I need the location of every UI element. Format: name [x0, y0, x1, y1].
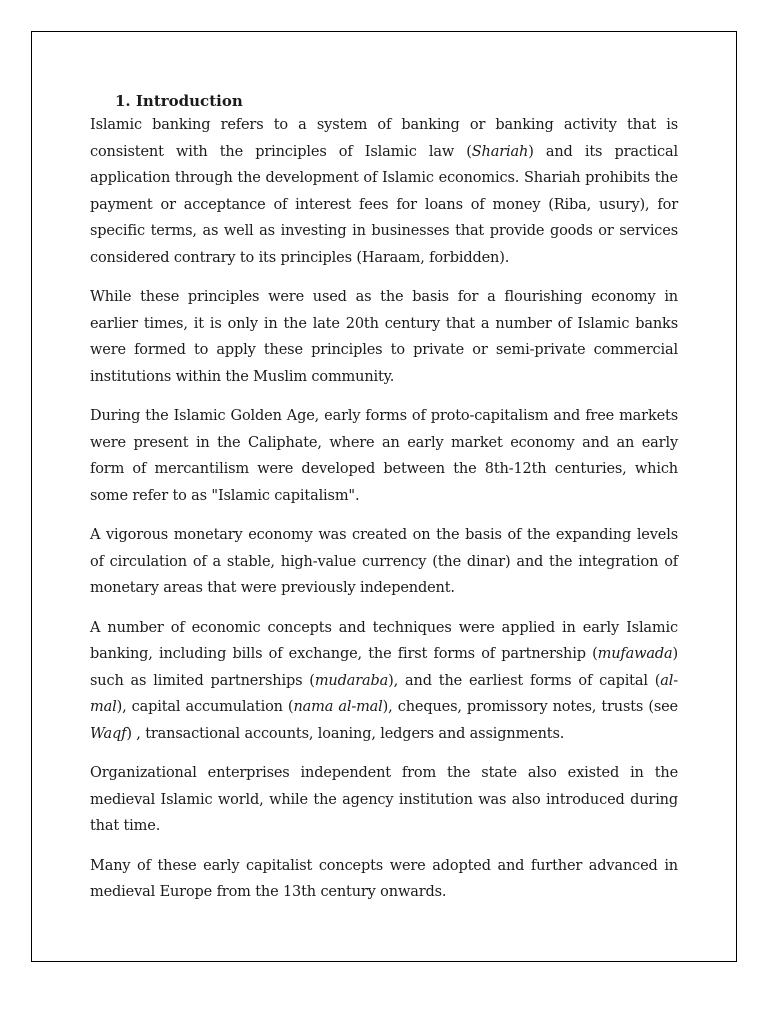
paragraph-text: ) such as limited partnerships ( [90, 646, 678, 689]
document-body [90, 90, 678, 919]
italic-term: mudaraba [314, 672, 389, 689]
paragraph [90, 112, 678, 271]
paragraph-text: ) , transactional accounts, loaning, ledgers and assignments. [126, 725, 565, 742]
paragraph [90, 403, 678, 509]
paragraph [90, 615, 678, 748]
italic-term: Shariah [471, 143, 529, 160]
italic-term: Waqf [90, 725, 127, 742]
paragraph [90, 284, 678, 390]
heading-number: 1. [115, 92, 131, 110]
paragraph-text: While these principles were used as the basis for a flourishing economy in earlier times, it is only in the late 20th century that a number of Islamic banks were formed to apply these principles to private or semi-private commercial institutions within the Muslim community. [90, 289, 678, 385]
paragraph-text: Many of these early capitalist concepts were adopted and further advanced in medieval Europe from the 13th century onwards. [90, 857, 678, 900]
paragraph [90, 760, 678, 840]
paragraph-text: A number of economic concepts and techniques were applied in early Islamic banking, including bills of exchange, the first forms of partnership ( [90, 619, 678, 662]
paragraph-list [90, 112, 678, 906]
paragraph-text: ), capital accumulation ( [116, 699, 294, 715]
paragraph-text: ) and its practical application through the development of Islamic economics. Shariah prohibits the payment or acceptance of interest fees for loans of money (Riba, usury), for specific terms, as well as investing in businesses that provide goods or services considered contrary to its principles (Haraam, forbidden). [90, 143, 678, 266]
paragraph [90, 853, 678, 906]
paragraph-text: During the Islamic Golden Age, early forms of proto-capitalism and free markets were present in the Caliphate, where an early market economy and an early form of mercantilism were developed between the 8th-12th centuries, which some refer to as "Islamic capitalism". [90, 408, 678, 504]
italic-term: nama al-mal [293, 699, 383, 715]
paragraph-text: ), and the earliest forms of capital ( [388, 672, 661, 689]
italic-term: al-mal [90, 672, 679, 715]
paragraph-text: A vigorous monetary economy was created on the basis of the expanding levels of circulation of a stable, high-value currency (the dinar) and the integration of monetary areas that were previously independent. [90, 527, 678, 596]
paragraph-text: ), cheques, promissory notes, trusts (see [382, 699, 678, 715]
paragraph-text: Islamic banking refers to a system of banking or banking activity that is consistent with the principles of Islamic law ( [90, 117, 678, 160]
section-heading [115, 90, 678, 112]
heading-title: Introduction [135, 92, 243, 110]
paragraph [90, 522, 678, 602]
paragraph-text: Organizational enterprises independent from the state also existed in the medieval Islamic world, while the agency institution was also introduced during that time. [90, 765, 678, 834]
italic-term: mufawada [597, 646, 673, 662]
